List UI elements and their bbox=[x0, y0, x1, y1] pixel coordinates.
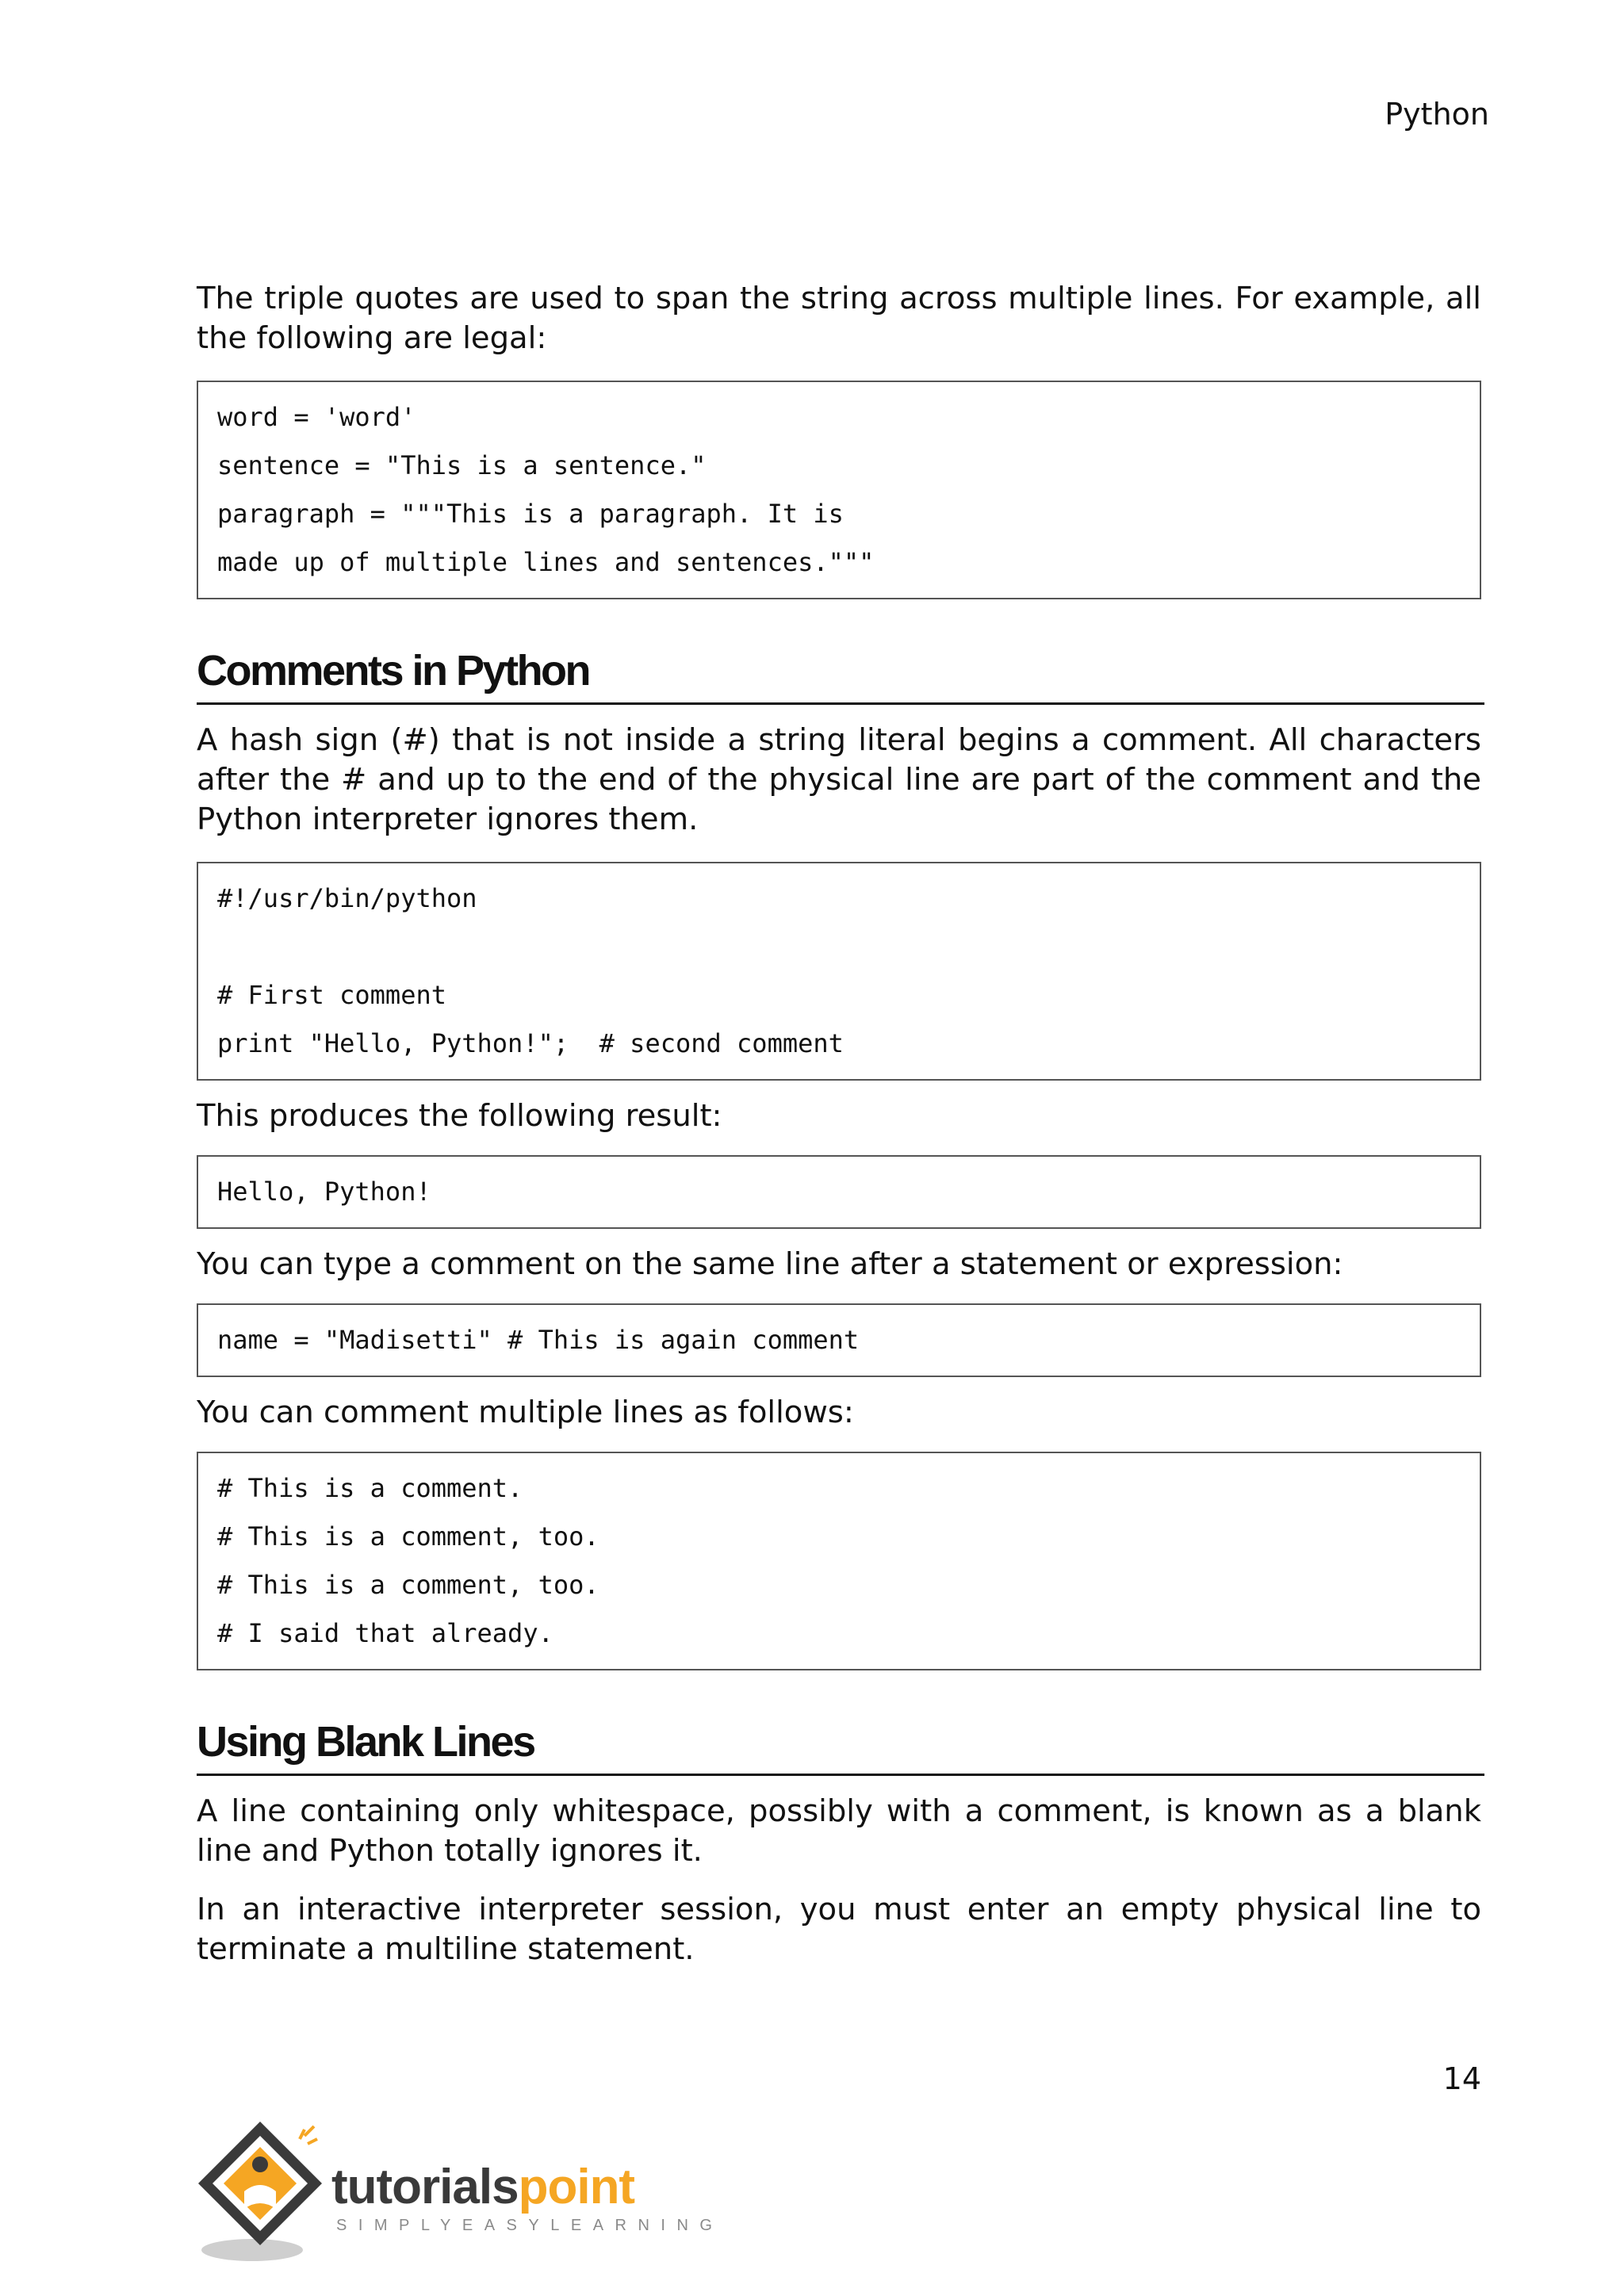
logo-wordmark bbox=[331, 2160, 634, 2215]
code-block-strings bbox=[197, 381, 1481, 599]
same-line-paragraph: You can type a comment on the same line after a statement or expression: bbox=[197, 1246, 1343, 1282]
code-line: paragraph = """This is a paragraph. It is bbox=[217, 499, 844, 529]
code-line: # I said that already. bbox=[217, 1618, 553, 1648]
comments-paragraph: A hash sign (#) that is not inside a string literal begins a comment. All characters after the # and up to the end of the physical line are part of the comment and the Python interpreter ignores them. bbox=[197, 722, 1481, 837]
code-block-inline-comment bbox=[197, 1303, 1481, 1377]
section-heading-blank-lines: Using Blank Lines bbox=[197, 1713, 1484, 1776]
logo-wordmark-part1: tutorials bbox=[331, 2160, 519, 2214]
code-line: print "Hello, Python!"; # second comment bbox=[217, 1028, 844, 1058]
code-line: Hello, Python! bbox=[217, 1177, 431, 1207]
running-header: Python bbox=[1385, 97, 1489, 132]
multiline-paragraph: You can comment multiple lines as follows: bbox=[197, 1395, 854, 1430]
logo-diamond-icon bbox=[197, 2115, 347, 2266]
page-content bbox=[197, 279, 1481, 1992]
code-line: name = "Madisetti" # This is again comment bbox=[217, 1325, 860, 1355]
logo-wordmark-part2: point bbox=[518, 2160, 635, 2214]
intro-paragraph: The triple quotes are used to span the string across multiple lines. For example, all the following are legal: bbox=[197, 281, 1481, 356]
code-line: # This is a comment, too. bbox=[217, 1570, 599, 1600]
code-line: #!/usr/bin/python bbox=[217, 883, 477, 913]
code-block-multiline-comments bbox=[197, 1452, 1481, 1670]
code-line: # First comment bbox=[217, 980, 446, 1010]
tutorialspoint-logo bbox=[197, 2115, 724, 2266]
logo-tagline: SIMPLYEASYLEARNING bbox=[336, 2217, 724, 2234]
code-block-comments bbox=[197, 862, 1481, 1081]
code-block-output bbox=[197, 1155, 1481, 1229]
page-number: 14 bbox=[1442, 2061, 1481, 2096]
code-line: sentence = "This is a sentence." bbox=[217, 450, 707, 480]
code-line: word = 'word' bbox=[217, 402, 416, 432]
blank-lines-paragraph-1: A line containing only whitespace, possibly with a comment, is known as a blank line and Python totally ignores it. bbox=[197, 1793, 1481, 1869]
code-line: # This is a comment. bbox=[217, 1473, 523, 1503]
code-line: made up of multiple lines and sentences.""" bbox=[217, 547, 875, 577]
result-paragraph: This produces the following result: bbox=[197, 1098, 722, 1134]
code-line: # This is a comment, too. bbox=[217, 1521, 599, 1552]
code-line-blank bbox=[217, 923, 1461, 971]
blank-lines-paragraph-2: In an interactive interpreter session, you must enter an empty physical line to terminate a multiline statement. bbox=[197, 1892, 1481, 1967]
section-heading-comments: Comments in Python bbox=[197, 642, 1484, 705]
